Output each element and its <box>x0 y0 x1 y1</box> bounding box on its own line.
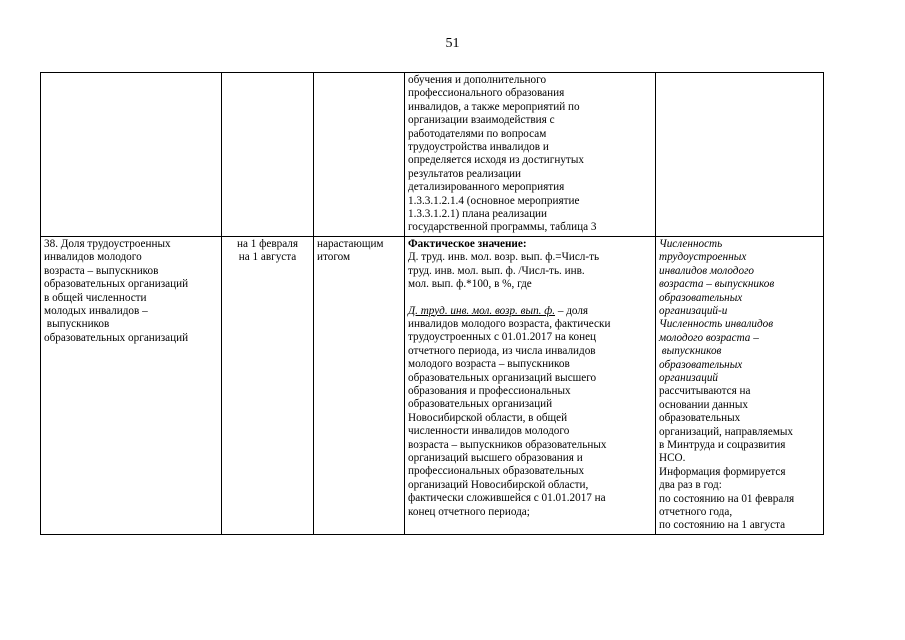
text-line: нарастающим <box>317 237 384 250</box>
text-line: итогом <box>317 251 351 264</box>
text-line: образовательных <box>659 412 741 425</box>
cell-source <box>656 236 824 534</box>
text-line: молодых инвалидов – <box>44 304 148 317</box>
text-line: организации взаимодействия с <box>408 114 555 127</box>
text-line: основании данных <box>659 398 749 411</box>
text-line: трудоустроенных с 01.01.2017 на конец <box>408 331 597 344</box>
text-line: конец отчетного периода; <box>408 505 530 518</box>
text-line: труд. инв. мол. вып. ф. /Числ-ть. инв. <box>408 264 585 277</box>
text-line: отчетного года, <box>659 506 733 518</box>
text-line: организаций, направляемых <box>659 425 794 438</box>
definition-first-rest: – доля <box>555 304 589 317</box>
cell-source-empty <box>656 73 824 237</box>
cell-description-continuation <box>405 73 656 237</box>
text-line: Новосибирской области, в общей <box>408 411 568 424</box>
text-line: отчетного периода, из числа инвалидов <box>408 344 596 357</box>
text-line: на 1 февраля <box>236 237 299 250</box>
text-line: Численность инвалидов <box>659 318 774 331</box>
text-line: организаций высшего образования и <box>408 451 583 464</box>
definition-first-line <box>408 305 652 318</box>
table-row-continuation <box>41 73 824 237</box>
text-line: инвалидов молодого <box>659 264 755 277</box>
cell-indicator-empty <box>41 73 222 237</box>
text-line: государственной программы, таблица 3 <box>408 221 597 234</box>
text-line: образовательных организаций <box>408 398 553 411</box>
text-line: детализированного мероприятия <box>408 181 565 194</box>
text-line: трудоустроенных <box>659 251 747 264</box>
text-line: 1.3.3.1.2.1) плана реализации <box>408 208 548 221</box>
cell-formula <box>405 236 656 534</box>
indicators-table <box>40 72 824 535</box>
text-line: обучения и дополнительного <box>408 74 547 86</box>
text-line: возраста – выпускников образовательных <box>408 438 607 451</box>
text-line: выпускников <box>44 318 110 331</box>
text-line: инвалидов молодого <box>44 251 142 264</box>
text-line: трудоустройства инвалидов и <box>408 141 549 154</box>
text-line: образования и профессиональных <box>408 384 571 397</box>
text-line: два раз в год: <box>659 479 722 492</box>
text-line: молодого возраста – <box>659 331 759 344</box>
text-line: 1.3.3.1.2.1.4 (основное мероприятие <box>408 194 580 207</box>
text-line: образовательных организаций <box>44 278 189 291</box>
text-line: возраста – выпускников <box>44 264 159 277</box>
text-line: образовательных организаций <box>44 331 189 344</box>
text-line: определяется исходя из достигнутых <box>408 154 584 167</box>
text-line: организаций <box>659 371 719 384</box>
table-row-38 <box>41 236 824 534</box>
text-line: рассчитываются на <box>659 385 751 398</box>
text-line: Информация формируется <box>659 465 786 478</box>
text-line: на 1 августа <box>238 251 297 264</box>
text-line: образовательных <box>659 291 743 304</box>
cell-method-empty <box>314 73 405 237</box>
text-line: по состоянию на 1 августа <box>659 519 786 532</box>
text-line: образовательных <box>659 358 743 371</box>
text-line: организаций-и <box>659 304 728 317</box>
formula-heading: Фактическое значение: <box>408 237 527 250</box>
text-line: образовательных организаций высшего <box>408 371 597 384</box>
text-line: по состоянию на 01 февраля <box>659 492 795 505</box>
text-line: Д. труд. инв. мол. возр. вып. ф.=Числ-ть <box>408 251 600 264</box>
text-line: организаций Новосибирской области, <box>408 478 589 491</box>
cell-method <box>314 236 405 534</box>
spacer <box>408 292 652 305</box>
text-line: работодателями по вопросам <box>408 127 547 140</box>
cell-indicator-name <box>41 236 222 534</box>
text-line: в общей численности <box>44 291 147 304</box>
cell-dates-empty <box>222 73 314 237</box>
cell-dates <box>222 236 314 534</box>
text-line: профессиональных образовательных <box>408 465 585 478</box>
text-line: 38. Доля трудоустроенных <box>44 237 171 250</box>
text-line: профессионального образования <box>408 87 565 100</box>
text-line: инвалидов молодого возраста, фактически <box>408 317 611 330</box>
text-line: молодого возраста – выпускников <box>408 358 570 371</box>
text-line: фактически сложившейся с 01.01.2017 на <box>408 492 606 505</box>
text-line: результатов реализации <box>408 167 522 180</box>
text-line: инвалидов, а также мероприятий по <box>408 100 580 113</box>
text-line: в Минтруда и соцразвития <box>659 438 786 451</box>
text-line: НСО. <box>659 452 686 465</box>
text-line: выпускников <box>659 345 722 358</box>
text-line: мол. вып. ф.*100, в %, где <box>408 278 532 291</box>
definition-term: Д. труд. инв. мол. возр. вып. ф. <box>408 304 556 317</box>
text-line: возраста – выпускников <box>659 278 775 291</box>
text-line: Численность <box>659 237 723 250</box>
text-line: численности инвалидов молодого <box>408 425 570 438</box>
page-number: 51 <box>445 36 460 51</box>
